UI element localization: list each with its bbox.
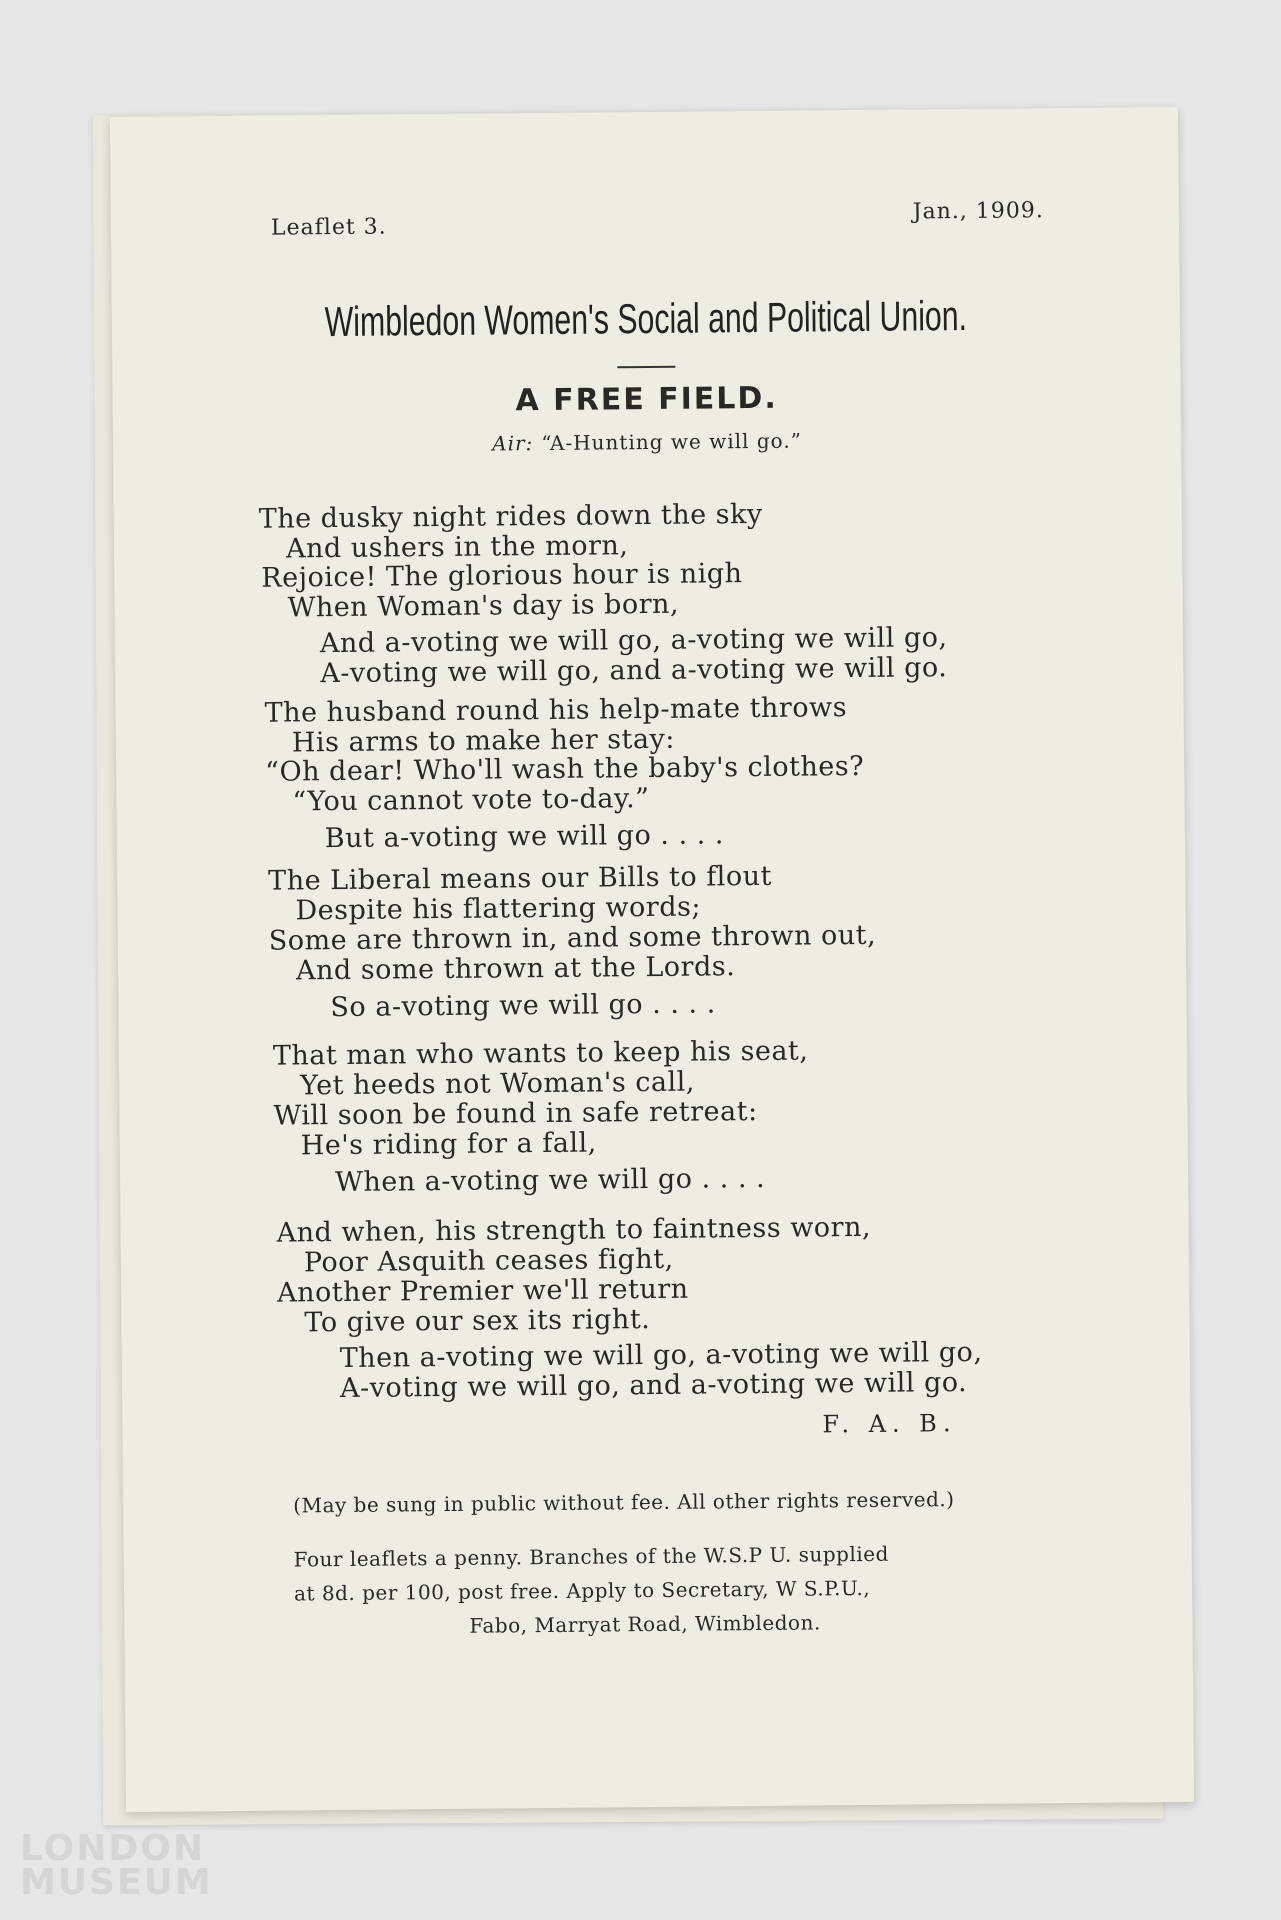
- leaflet-number: Leaflet 3.: [270, 214, 387, 241]
- verse-line: And ushers in the morn,: [285, 530, 629, 565]
- verse-line: The Liberal means our Bills to flout: [268, 860, 773, 897]
- verse-line: A-voting we will go, and a-voting we will go.: [339, 1366, 968, 1405]
- verse-line: Poor Asquith ceases fight,: [303, 1243, 674, 1279]
- verse-line: Some are thrown in, and some thrown out,: [268, 919, 877, 957]
- verse-line: A-voting we will go, and a-voting we will go.: [320, 652, 948, 690]
- verse-line: Yet heeds not Woman's call,: [300, 1066, 696, 1102]
- address-line: Fabo, Marryat Road, Wimbledon.: [469, 1610, 821, 1638]
- verse-line: Despite his flattering words;: [295, 891, 702, 927]
- verse-line: And a-voting we will go, a-voting we will go,: [319, 622, 948, 660]
- verse-line: Another Premier we'll return: [277, 1273, 689, 1309]
- verse-line: “You cannot vote to-day.”: [292, 783, 650, 818]
- rights-notice: (May be sung in public without fee. All other rights reserved.): [293, 1487, 955, 1518]
- verse-line: The husband round his help-mate throws: [264, 692, 848, 729]
- verse-line: When Woman's day is born,: [287, 588, 680, 624]
- leaflet-page: [110, 107, 1194, 1812]
- verse-line: He's riding for a fall,: [300, 1127, 597, 1162]
- verse-line: When a-voting we will go . . . .: [334, 1162, 766, 1199]
- air-tune: “A-Hunting we will go.”: [541, 428, 802, 456]
- author-initials: F. A. B.: [822, 1409, 957, 1439]
- verse-line: Then a-voting we will go, a-voting we will go,: [339, 1336, 983, 1375]
- museum-watermark: LONDON MUSEUM: [20, 1828, 213, 1903]
- air-label: Air:: [492, 431, 534, 456]
- verse-line: And when, his strength to faintness worn,: [276, 1211, 872, 1249]
- verse-line: His arms to make her stay:: [291, 723, 676, 759]
- leaflet-date: Jan., 1909.: [912, 198, 1044, 225]
- verse-line: That man who wants to keep his seat,: [272, 1035, 809, 1072]
- verse-line: And some thrown at the Lords.: [295, 951, 736, 987]
- verse-line: “Oh dear! Who'll wash the baby's clothes?: [265, 750, 865, 788]
- pricing-line-2: at 8d. per 100, post free. Apply to Secretary, W S.P.U.,: [293, 1575, 871, 1606]
- organization-title: Wimbledon Women's Social and Political Union.: [324, 291, 968, 346]
- pricing-line-1: Four leaflets a penny. Branches of the W.S.P U. supplied: [293, 1541, 889, 1572]
- verse-line: But a-voting we will go . . . .: [324, 819, 725, 855]
- verse-line: The dusky night rides down the sky: [258, 498, 763, 535]
- air-line: [113, 425, 1181, 459]
- verse-line: So a-voting we will go . . . .: [330, 988, 716, 1024]
- song-title: A FREE FIELD.: [515, 380, 778, 419]
- verse-line: To give our sex its right.: [304, 1304, 651, 1339]
- title-rule: [617, 366, 675, 369]
- verse-line: Rejoice! The glorious hour is nigh: [261, 558, 743, 594]
- verse-line: Will soon be found in safe retreat:: [273, 1095, 758, 1132]
